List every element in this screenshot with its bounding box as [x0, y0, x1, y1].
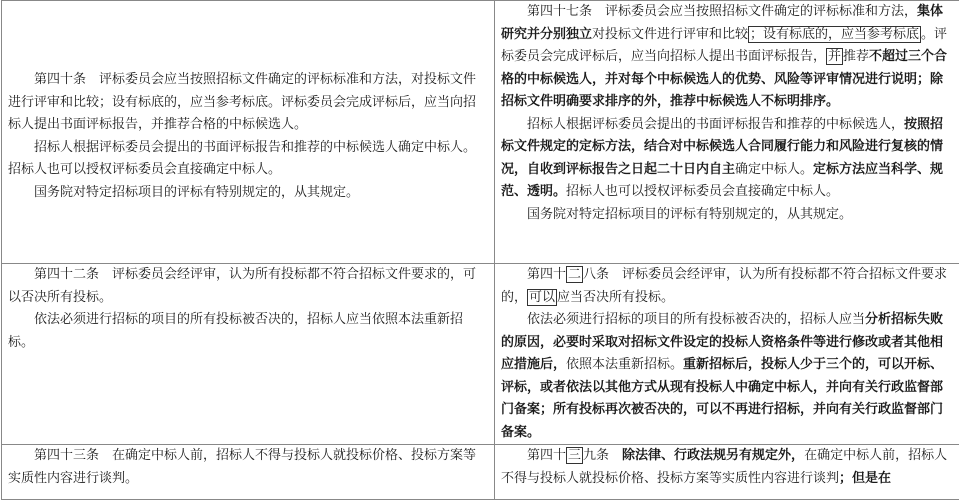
added-text: 定标方法应当科学、规范、透明。	[501, 162, 943, 200]
article-paragraph: 第四十 三 九条 除法律、行政法规另有规定外，在确定中标人前，招标人不得与投标人就投标价格、投标方案等实质性内容进行谈判；但是在	[501, 445, 954, 490]
new-article-cell	[495, 1, 959, 264]
article-paragraph: 国务院对特定招标项目的评标有特别规定的，从其规定。	[8, 182, 488, 205]
article-paragraph: 第四十条 评标委员会应当按照招标文件确定的评标标准和方法，对投标文件进行评审和比较；设有标底的，应当参考标底。评标委员会完成评标后，应当向招标人提出书面评标报告，并推荐合格的中标候选人。	[8, 69, 488, 137]
new-article-cell	[495, 445, 959, 500]
article-paragraph: 第四十二条 评标委员会经评审，认为所有投标都不符合招标文件要求的，可以否决所有投标。	[8, 264, 488, 309]
old-article-cell	[2, 445, 495, 500]
article-paragraph: 国务院对特定招标项目的评标有特别规定的，从其规定。	[501, 204, 954, 227]
deleted-text: ；设有标底的，应当参考标底	[748, 26, 921, 43]
table-row	[2, 1, 959, 264]
article-paragraph: 招标人根据评标委员会提出的书面评标报告和推荐的中标候选人确定中标人。招标人也可以授权评标委员会直接确定中标人。	[8, 137, 488, 182]
deleted-text: 可以	[527, 289, 557, 306]
article-paragraph: 第四十三条 在确定中标人前，招标人不得与投标人就投标价格、投标方案等实质性内容进行谈判。	[8, 445, 488, 490]
added-text: ；但是在	[839, 471, 891, 486]
table-row	[2, 264, 959, 445]
table-row	[2, 445, 959, 500]
old-article-cell	[2, 264, 495, 445]
new-article-cell	[495, 264, 959, 445]
added-text: 除法律、行政法规另有规定外，	[622, 448, 804, 463]
comparison-table	[1, 0, 959, 500]
article-paragraph: 第四十七条 评标委员会应当按照招标文件确定的评标标准和方法，集体研究并分别独立对投标文件进行评审和比较 ；设有标底的，应当参考标底 。评标委员会完成评标后，应当向招标人提出书面评标报告， 并 推荐不超过三个合格的中标候选人，并对每个中标候选人的优势、风险等评审情况进行说明；除招标文件明确要求排序的外，推荐中标候选人不标明排序。	[501, 1, 954, 114]
article-paragraph: 第四十 二 八条 评标委员会经评审，认为所有投标都不符合招标文件要求的， 可以 应当否决所有投标。	[501, 264, 954, 309]
article-paragraph: 招标人根据评标委员会提出的书面评标报告和推荐的中标候选人，按照招标文件规定的定标方法，结合对中标候选人合同履行能力和风险进行复核的情况，自收到评标报告之日起二十日内自主确定中标人。定标方法应当科学、规范、透明。招标人也可以授权评标委员会直接确定中标人。	[501, 114, 954, 204]
added-text: 按照招标文件规定的定标方法，结合对中标候选人合同履行能力和风险进行复核的情况，自收到评标报告之日起二十日内自主	[501, 117, 943, 177]
old-article-cell	[2, 1, 495, 264]
deleted-text: 三	[566, 447, 583, 464]
added-text: 不超过三个合格的中标候选人，并对每个中标候选人的优势、风险等评审情况进行说明；除招标文件明确要求排序的外，推荐中标候选人不标明排序。	[501, 49, 947, 109]
deleted-text: 并	[826, 48, 843, 65]
deleted-text: 二	[566, 266, 583, 283]
added-text: 重新招标后，投标人少于三个的，可以开标、评标，或者依法以其他方式从现有投标人中确定中标人，并向有关行政监督部门备案；所有投标再次被否决的，可以不再进行招标，并向有关行政监督部门备案。	[501, 357, 943, 440]
article-paragraph: 依法必须进行招标的项目的所有投标被否决的，招标人应当依照本法重新招标。	[8, 309, 488, 354]
article-paragraph: 依法必须进行招标的项目的所有投标被否决的，招标人应当分析招标失败的原因，必要时采取对招标文件设定的投标人资格条件等进行修改或者其他相应措施后，依照本法重新招标。重新招标后，投标人少于三个的，可以开标、评标，或者依法以其他方式从现有投标人中确定中标人，并向有关行政监督部门备案；所有投标再次被否决的，可以不再进行招标，并向有关行政监督部门备案。	[501, 309, 954, 444]
added-text: 分析招标失败的原因，必要时采取对招标文件设定的投标人资格条件等进行修改或者其他相应措施后，	[501, 312, 943, 372]
